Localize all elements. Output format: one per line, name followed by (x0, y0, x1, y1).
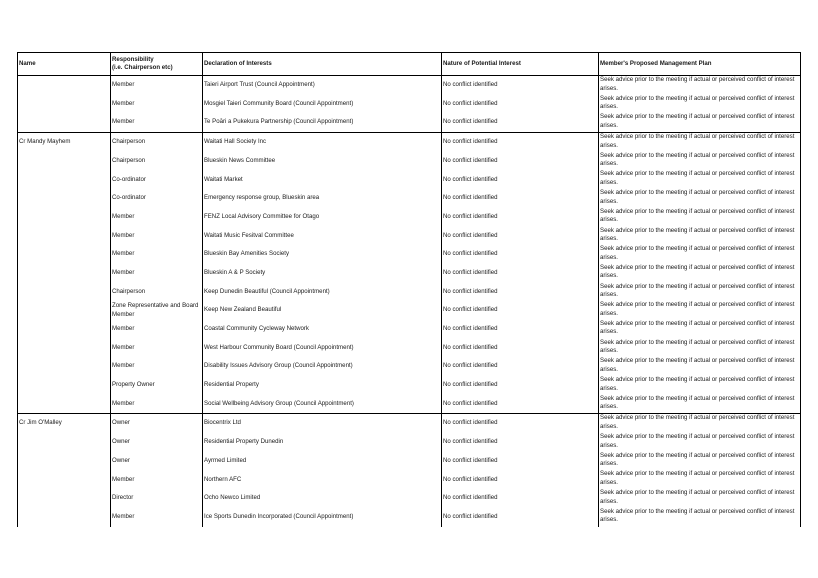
interests-table (17, 52, 801, 527)
member-name-cell (18, 357, 111, 376)
nature-cell: No conflict identified (442, 227, 599, 246)
plan-cell: Seek advice prior to the meeting if actual or perceived conflict of interest arises. (599, 76, 801, 95)
declaration-cell: Keep Dunedin Beautiful (Council Appointment) (203, 283, 442, 302)
nature-cell: No conflict identified (442, 452, 599, 471)
nature-cell: No conflict identified (442, 170, 599, 189)
register-of-interests-sheet (17, 52, 800, 527)
table-row (18, 414, 801, 433)
declaration-cell: Biocentrix Ltd (203, 414, 442, 433)
member-name-cell (18, 283, 111, 302)
table-row (18, 227, 801, 246)
plan-cell: Seek advice prior to the meeting if actual or perceived conflict of interest arises. (599, 245, 801, 264)
plan-cell: Seek advice prior to the meeting if actual or perceived conflict of interest arises. (599, 508, 801, 527)
declaration-cell: Residential Property Dunedin (203, 433, 442, 452)
member-name-cell (18, 264, 111, 283)
table-row (18, 508, 801, 527)
nature-cell: No conflict identified (442, 113, 599, 132)
responsibility-cell: Member (111, 508, 203, 527)
responsibility-cell: Owner (111, 414, 203, 433)
plan-cell: Seek advice prior to the meeting if actual or perceived conflict of interest arises. (599, 357, 801, 376)
responsibility-cell: Member (111, 76, 203, 95)
table-row (18, 395, 801, 414)
table-row (18, 76, 801, 95)
declaration-cell: Ice Sports Dunedin Incorporated (Council Appointment) (203, 508, 442, 527)
plan-cell: Seek advice prior to the meeting if actual or perceived conflict of interest arises. (599, 95, 801, 114)
responsibility-cell: Property Owner (111, 376, 203, 395)
responsibility-cell: Director (111, 489, 203, 508)
responsibility-cell: Chairperson (111, 283, 203, 302)
plan-cell: Seek advice prior to the meeting if actual or perceived conflict of interest arises. (599, 433, 801, 452)
nature-cell: No conflict identified (442, 301, 599, 320)
nature-cell: No conflict identified (442, 357, 599, 376)
declaration-cell: Social Wellbeing Advisory Group (Council Appointment) (203, 395, 442, 414)
member-name-cell (18, 208, 111, 227)
declaration-cell: Ocho Newco Limited (203, 489, 442, 508)
member-name-cell (18, 470, 111, 489)
responsibility-cell: Owner (111, 433, 203, 452)
table-row (18, 339, 801, 358)
header-nature: Nature of Potential Interest (442, 53, 599, 76)
header-plan: Member's Proposed Management Plan (599, 53, 801, 76)
responsibility-cell: Zone Representative and Board Member (111, 301, 203, 320)
member-name-cell (18, 301, 111, 320)
declaration-cell: Ayrmed Limited (203, 452, 442, 471)
declaration-cell: Disability Issues Advisory Group (Council Appointment) (203, 357, 442, 376)
responsibility-cell: Co-ordinator (111, 170, 203, 189)
declaration-cell: West Harbour Community Board (Council Appointment) (203, 339, 442, 358)
table-row (18, 95, 801, 114)
nature-cell: No conflict identified (442, 189, 599, 208)
responsibility-cell: Member (111, 395, 203, 414)
responsibility-cell: Co-ordinator (111, 189, 203, 208)
plan-cell: Seek advice prior to the meeting if actual or perceived conflict of interest arises. (599, 283, 801, 302)
member-name-cell (18, 76, 111, 95)
table-row (18, 170, 801, 189)
responsibility-cell: Member (111, 227, 203, 246)
plan-cell: Seek advice prior to the meeting if actual or perceived conflict of interest arises. (599, 395, 801, 414)
plan-cell: Seek advice prior to the meeting if actual or perceived conflict of interest arises. (599, 470, 801, 489)
table-row (18, 357, 801, 376)
plan-cell: Seek advice prior to the meeting if actual or perceived conflict of interest arises. (599, 152, 801, 171)
plan-cell: Seek advice prior to the meeting if actual or perceived conflict of interest arises. (599, 414, 801, 433)
member-name-cell (18, 152, 111, 171)
plan-cell: Seek advice prior to the meeting if actual or perceived conflict of interest arises. (599, 489, 801, 508)
table-row (18, 376, 801, 395)
declaration-cell: Blueskin Bay Amenities Society (203, 245, 442, 264)
member-name-cell (18, 227, 111, 246)
declaration-cell: Blueskin A & P Society (203, 264, 442, 283)
plan-cell: Seek advice prior to the meeting if actual or perceived conflict of interest arises. (599, 170, 801, 189)
nature-cell: No conflict identified (442, 95, 599, 114)
plan-cell: Seek advice prior to the meeting if actual or perceived conflict of interest arises. (599, 301, 801, 320)
declaration-cell: Coastal Community Cycleway Network (203, 320, 442, 339)
member-name-cell: Cr Jim O'Malley (18, 414, 111, 433)
nature-cell: No conflict identified (442, 152, 599, 171)
member-name-cell (18, 508, 111, 527)
member-name-cell (18, 339, 111, 358)
responsibility-cell: Member (111, 208, 203, 227)
plan-cell: Seek advice prior to the meeting if actual or perceived conflict of interest arises. (599, 113, 801, 132)
nature-cell: No conflict identified (442, 264, 599, 283)
nature-cell: No conflict identified (442, 414, 599, 433)
nature-cell: No conflict identified (442, 208, 599, 227)
table-header-row (18, 53, 801, 76)
nature-cell: No conflict identified (442, 433, 599, 452)
table-row (18, 452, 801, 471)
responsibility-cell: Chairperson (111, 133, 203, 152)
header-declaration: Declaration of Interests (203, 53, 442, 76)
responsibility-cell: Member (111, 245, 203, 264)
plan-cell: Seek advice prior to the meeting if actual or perceived conflict of interest arises. (599, 339, 801, 358)
member-name-cell (18, 489, 111, 508)
table-row (18, 320, 801, 339)
member-name-cell (18, 433, 111, 452)
table-row (18, 245, 801, 264)
plan-cell: Seek advice prior to the meeting if actual or perceived conflict of interest arises. (599, 227, 801, 246)
member-name-cell (18, 395, 111, 414)
member-name-cell (18, 320, 111, 339)
responsibility-cell: Member (111, 95, 203, 114)
table-row (18, 189, 801, 208)
nature-cell: No conflict identified (442, 395, 599, 414)
responsibility-cell: Member (111, 339, 203, 358)
plan-cell: Seek advice prior to the meeting if actual or perceived conflict of interest arises. (599, 264, 801, 283)
table-row (18, 301, 801, 320)
plan-cell: Seek advice prior to the meeting if actual or perceived conflict of interest arises. (599, 452, 801, 471)
member-name-cell (18, 452, 111, 471)
member-name-cell (18, 170, 111, 189)
nature-cell: No conflict identified (442, 320, 599, 339)
nature-cell: No conflict identified (442, 376, 599, 395)
plan-cell: Seek advice prior to the meeting if actual or perceived conflict of interest arises. (599, 208, 801, 227)
declaration-cell: Mosgiel Taieri Community Board (Council Appointment) (203, 95, 442, 114)
declaration-cell: Waitati Hall Society Inc (203, 133, 442, 152)
nature-cell: No conflict identified (442, 283, 599, 302)
declaration-cell: Northern AFC (203, 470, 442, 489)
table-row (18, 489, 801, 508)
nature-cell: No conflict identified (442, 470, 599, 489)
member-name-cell (18, 376, 111, 395)
member-name-cell: Cr Mandy Mayhem (18, 133, 111, 152)
header-name: Name (18, 53, 111, 76)
table-row (18, 113, 801, 132)
header-responsibility: Responsibility (i.e. Chairperson etc) (111, 53, 203, 76)
plan-cell: Seek advice prior to the meeting if actual or perceived conflict of interest arises. (599, 320, 801, 339)
responsibility-cell: Member (111, 320, 203, 339)
table-row (18, 283, 801, 302)
responsibility-cell: Member (111, 470, 203, 489)
declaration-cell: Emergency response group, Blueskin area (203, 189, 442, 208)
table-body (18, 76, 801, 527)
member-name-cell (18, 113, 111, 132)
declaration-cell: Te Poāri a Pukekura Partnership (Council Appointment) (203, 113, 442, 132)
responsibility-cell: Owner (111, 452, 203, 471)
declaration-cell: Waitati Music Fesitval Committee (203, 227, 442, 246)
nature-cell: No conflict identified (442, 245, 599, 264)
declaration-cell: Blueskin News Committee (203, 152, 442, 171)
table-row (18, 152, 801, 171)
plan-cell: Seek advice prior to the meeting if actual or perceived conflict of interest arises. (599, 133, 801, 152)
nature-cell: No conflict identified (442, 508, 599, 527)
member-name-cell (18, 95, 111, 114)
responsibility-cell: Member (111, 264, 203, 283)
declaration-cell: Keep New Zealand Beautiful (203, 301, 442, 320)
table-row (18, 208, 801, 227)
member-name-cell (18, 245, 111, 264)
member-name-cell (18, 189, 111, 208)
nature-cell: No conflict identified (442, 339, 599, 358)
responsibility-cell: Chairperson (111, 152, 203, 171)
plan-cell: Seek advice prior to the meeting if actual or perceived conflict of interest arises. (599, 376, 801, 395)
responsibility-cell: Member (111, 113, 203, 132)
responsibility-cell: Member (111, 357, 203, 376)
nature-cell: No conflict identified (442, 76, 599, 95)
table-row (18, 264, 801, 283)
declaration-cell: Taieri Airport Trust (Council Appointment) (203, 76, 442, 95)
plan-cell: Seek advice prior to the meeting if actual or perceived conflict of interest arises. (599, 189, 801, 208)
declaration-cell: Waitati Market (203, 170, 442, 189)
nature-cell: No conflict identified (442, 489, 599, 508)
declaration-cell: Residential Property (203, 376, 442, 395)
declaration-cell: FENZ Local Advisory Committee for Otago (203, 208, 442, 227)
table-row (18, 433, 801, 452)
table-row (18, 133, 801, 152)
table-row (18, 470, 801, 489)
nature-cell: No conflict identified (442, 133, 599, 152)
